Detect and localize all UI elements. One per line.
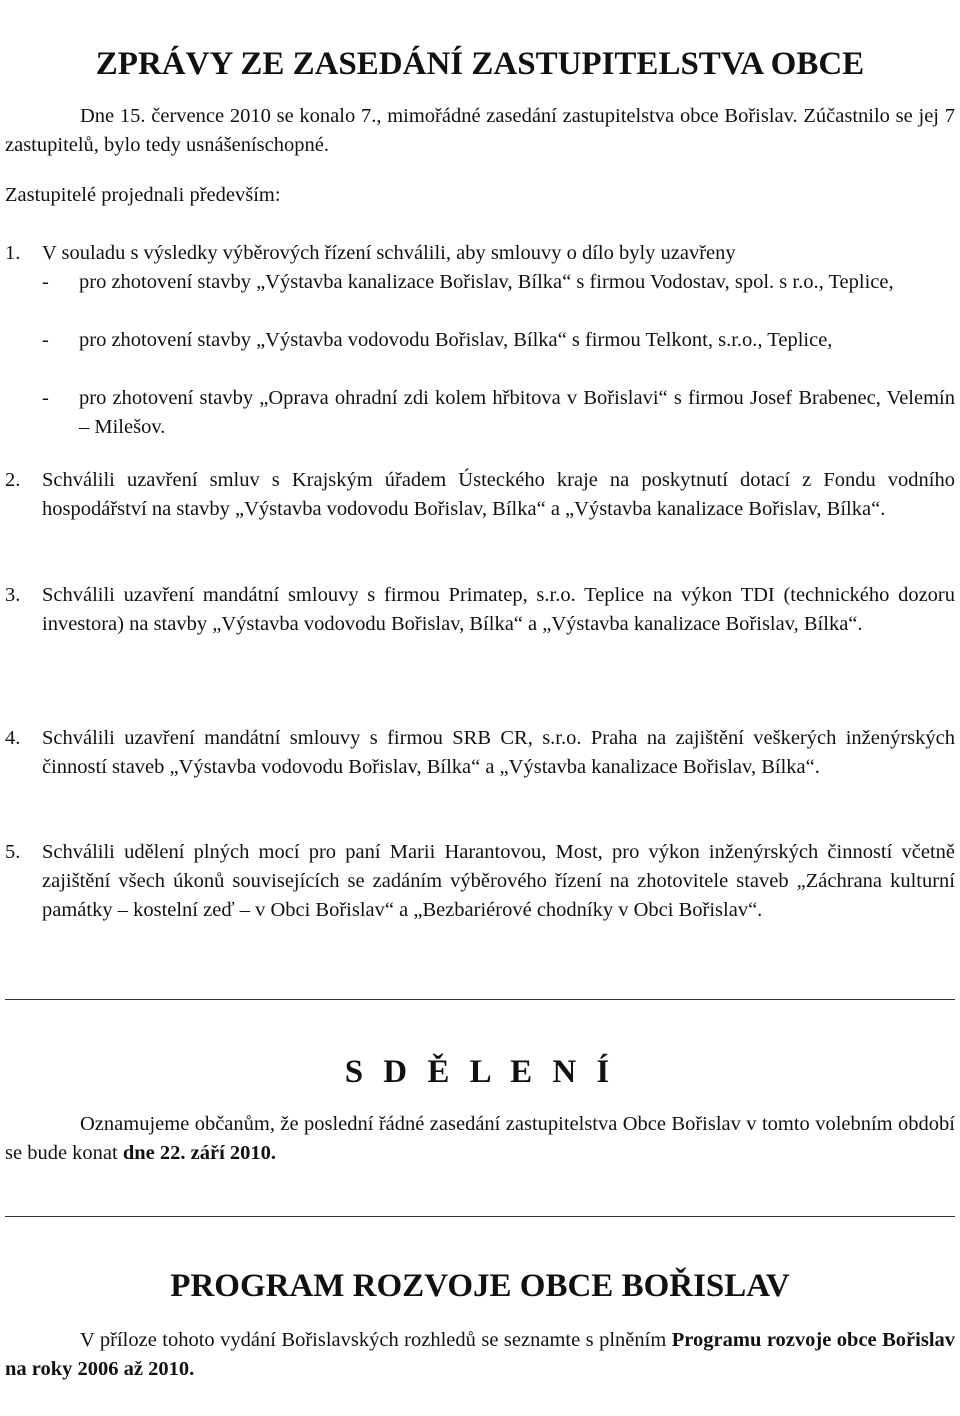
item-text: Schválili uzavření mandátní smlouvy s firmou Primatep, s.r.o. Teplice na výkon TDI (technického dozoru investora) na stavby „Výstavba vodovodu Bořislav, Bílka“ a „Výstavba kanalizace Bořislav, Bílka“. (42, 584, 955, 635)
intro-paragraph: Dne 15. července 2010 se konalo 7., mimořádné zasedání zastupitelstva obce Bořislav. Zúčastnilo se jej 7 zastupitelů, bylo tedy usnášeníschopné. (5, 105, 955, 156)
item-number: 1. (5, 242, 21, 264)
item-text: Schválili udělení plných mocí pro paní Marii Harantovou, Most, pro výkon inženýrských činností včetně zajištění všech úkonů souvisejících se zadáním výběrového řízení na zhotovitele staveb „Záchrana kulturní památky – kostelní zeď – v Obci Bořislav“ a „Bezbariérové chodníky v Obci Bořislav“. (42, 841, 955, 921)
sub-item: pro zhotovení stavby „Výstavba vodovodu Bořislav, Bílka“ s firmou Telkont, s.r.o., Teplice, (79, 329, 833, 351)
item-number: 2. (5, 469, 21, 491)
item-number: 4. (5, 727, 21, 749)
item-text: Schválili uzavření smluv s Krajským úřadem Ústeckého kraje na poskytnutí dotací z Fondu vodního hospodářství na stavby „Výstavba vodovodu Bořislav, Bílka“ a „Výstavba kanalizace Bořislav, Bílka“. (42, 469, 955, 520)
item-text: Schválili uzavření mandátní smlouvy s firmou SRB CR, s.r.o. Praha na zajištění veškerých inženýrských činností staveb „Výstavba vodovodu Bořislav, Bílka“ a „Výstavba kanalizace Bořislav, Bílka“. (42, 727, 955, 778)
section-divider (5, 999, 955, 1000)
program-title-bold: Programu rozvoje obce Bořislav na roky 2006 až 2010. (5, 1329, 956, 1380)
sub-item: pro zhotovení stavby „Výstavba kanalizace Bořislav, Bílka“ s firmou Vodostav, spol. s r.o., Teplice, (79, 271, 894, 293)
section-title-program: PROGRAM ROZVOJE OBCE BOŘISLAV (170, 1268, 790, 1304)
page-title: ZPRÁVY ZE ZASEDÁNÍ ZASTUPITELSTVA OBCE (95, 46, 865, 82)
sub-item: pro zhotovení stavby „Oprava ohradní zdi kolem hřbitova v Bořislavi“ s firmou Josef Brabenec, Velemín – Milešov. (79, 387, 955, 438)
section-divider (5, 1216, 955, 1217)
announcement-date: dne 22. září 2010. (122, 1142, 277, 1164)
list-dash: - (42, 329, 49, 351)
list-dash: - (42, 271, 49, 293)
announcement-text: Oznamujeme občanům, že poslední řádné zasedání zastupitelstva Obce Bořislav v tomto volebním období se bude konat (5, 1113, 955, 1164)
program-paragraph (5, 1326, 955, 1384)
announcement-paragraph (5, 1110, 955, 1168)
lead-paragraph: Zastupitelé projednali především: (5, 184, 281, 206)
section-title-announcement: S D Ě L E N Í (344, 1054, 616, 1090)
list-dash: - (42, 387, 49, 409)
item-number: 5. (5, 841, 21, 863)
program-text: V příloze tohoto vydání Bořislavských rozhledů se seznamte s plněním (80, 1329, 667, 1351)
item-number: 3. (5, 584, 21, 606)
item-text: V souladu s výsledky výběrových řízení schválili, aby smlouvy o dílo byly uzavřeny (42, 242, 736, 264)
